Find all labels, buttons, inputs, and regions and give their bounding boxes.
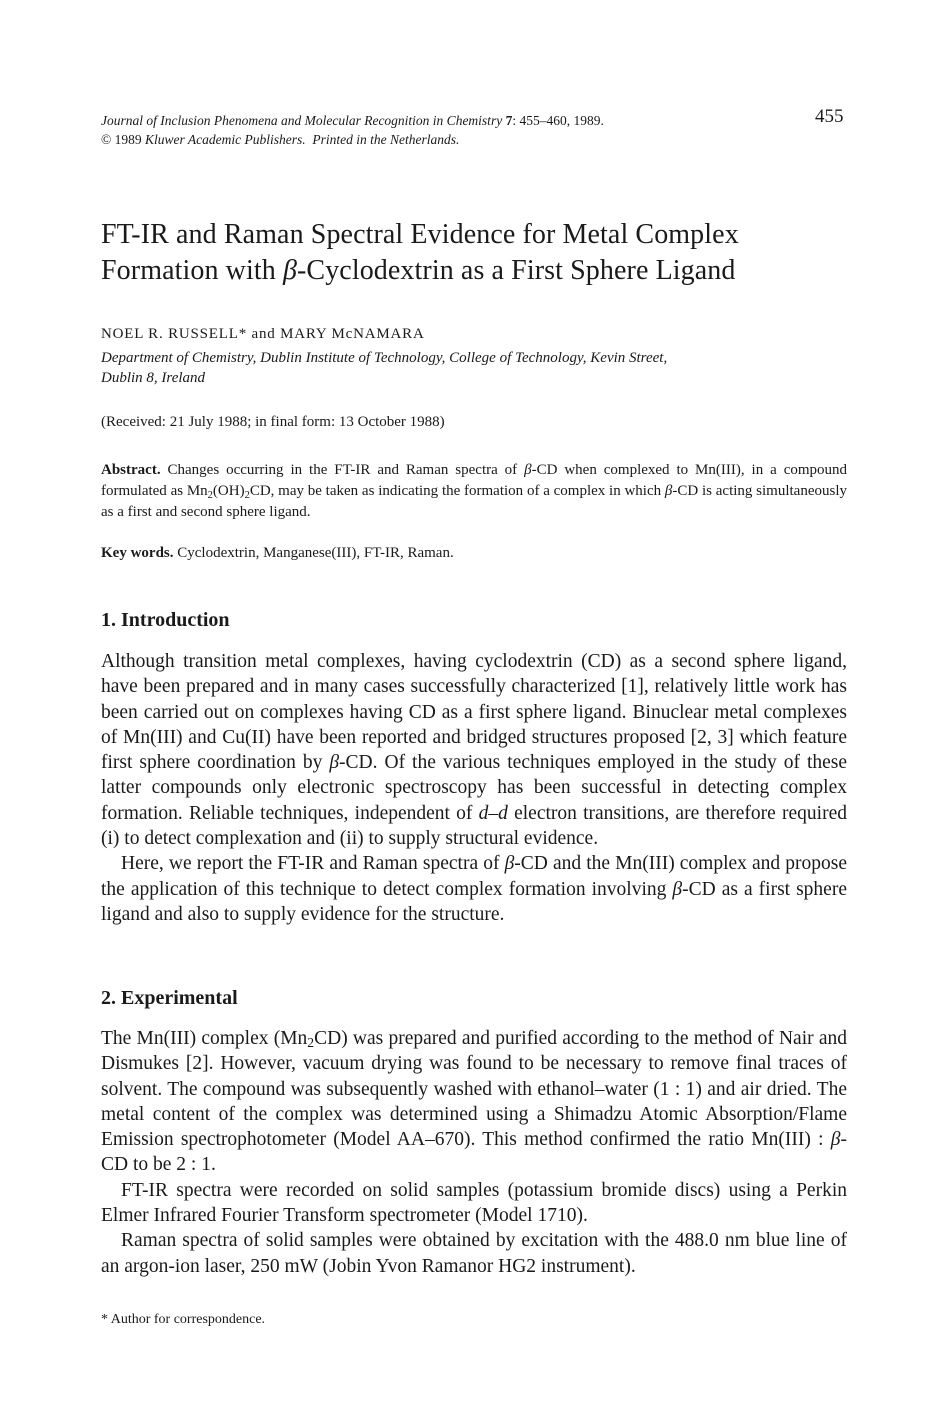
affiliation: Department of Chemistry, Dublin Institute of Technology, College of Technology, Kevin Street, Dublin 8, Ireland	[101, 350, 668, 386]
section-heading-experimental: 2. Experimental	[101, 987, 238, 1009]
paragraph: Here, we report the FT-IR and Raman spectra of β-CD and the Mn(III) complex and propose the application of this technique to detect complex formation involving β-CD as a first sphere ligand and also to supply evidence for the structure.	[101, 853, 848, 925]
experimental-text	[101, 1026, 847, 1279]
paragraph: Raman spectra of solid samples were obtained by excitation with the 488.0 nm blue line of an argon-ion laser, 250 mW (Jobin Yvon Ramanor HG2 instrument).	[101, 1230, 847, 1277]
journal-header	[101, 111, 741, 149]
page-number: 455	[815, 106, 844, 127]
paragraph: Although transition metal complexes, having cyclodextrin (CD) as a second sphere ligand, have been prepared and in many cases successfully characterized [1], relatively little work has been carried out on complexes having CD as a first sphere ligand. Binuclear metal complexes of Mn(III) and Cu(II) have been reported and bridged structures proposed [2, 3] which feature first sphere coordination by β-CD. Of the various techniques employed in the study of these latter compounds only electronic spectroscopy has been successful in detecting complex formation. Reliable techniques, independent of d–d electron transitions, are therefore required (i) to detect complexation and (ii) to supply structural evidence.	[101, 651, 848, 850]
key-words: Key words. Cyclodextrin, Manganese(III), FT-IR, Raman.	[101, 545, 454, 561]
copyright-line: © 1989 Kluwer Academic Publishers. Printed in the Netherlands.	[101, 132, 460, 147]
journal-citation: Journal of Inclusion Phenomena and Molecular Recognition in Chemistry 7: 455–460, 1989.	[101, 113, 604, 128]
paper-title: FT-IR and Raman Spectral Evidence for Metal Complex Formation with β-Cyclodextrin as a First Sphere Ligand	[101, 219, 739, 286]
paragraph: The Mn(III) complex $(Mn_2CD)$ was prepared and purified according to the method of Nair and Dismukes [2]. However, vacuum drying was found to be necessary to remove final traces of solvent. The compound was subsequently washed with ethanol–water (1 : 1) and air dried. The metal content of the complex was determined using a Shimadzu Atomic Absorption/Flame Emission spectrophotometer (Model AA–670). This method confirmed the ratio Mn(III) : β-CD to be 2 : 1.	[101, 1028, 847, 1176]
paragraph: FT-IR spectra were recorded on solid samples (potassium bromide discs) using a Perkin Elmer Infrared Fourier Transform spectrometer (Model 1710).	[101, 1179, 847, 1227]
section-heading-introduction: 1. Introduction	[101, 609, 230, 631]
received-dates: (Received: 21 July 1988; in final form: 13 October 1988)	[101, 414, 445, 430]
introduction-text	[101, 649, 847, 927]
author-names: NOEL R. RUSSELL* and MARY McNAMARA	[101, 326, 425, 342]
abstract: Abstract. Changes occurring in the FT-IR and Raman spectra of β-CD when complexed to Mn(III), in a compound formulated as $Mn_2(OH)_2CD$, may be taken as indicating the formation of a complex in which β-CD is acting simultaneously as a first and second sphere ligand.	[101, 462, 848, 520]
footnote: * Author for correspondence.	[101, 1312, 266, 1327]
